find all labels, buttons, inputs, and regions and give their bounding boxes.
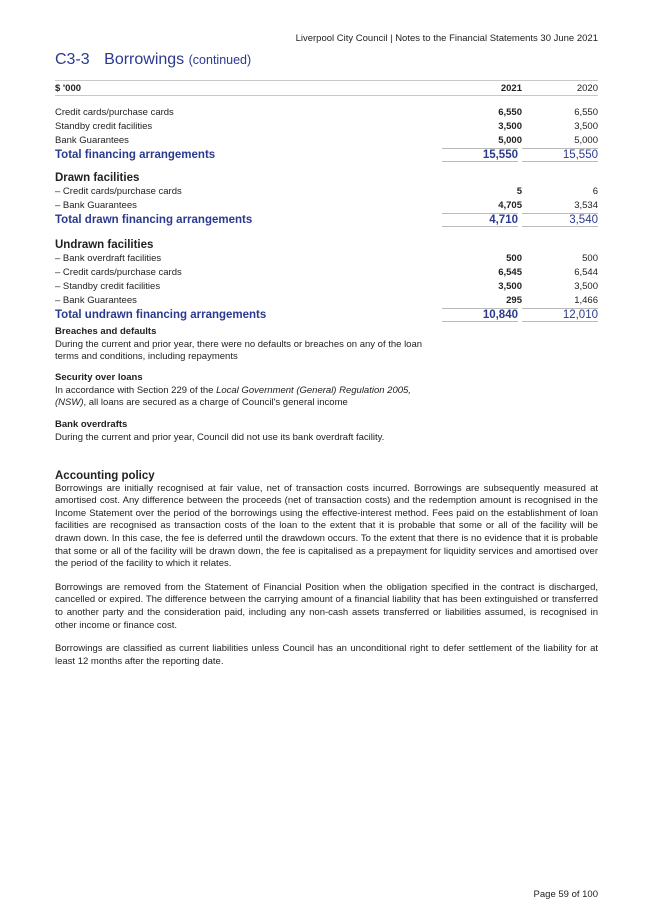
total-row-undrawn: [55, 307, 598, 322]
continued-label: (continued): [188, 53, 252, 67]
breaches-line-2: terms and conditions, including repayments: [55, 351, 238, 363]
table-row: [55, 133, 598, 147]
column-header-2020: 2020: [576, 82, 598, 94]
undrawn-heading: Undrawn facilities: [55, 239, 154, 251]
value-2020: 3,500: [574, 280, 598, 292]
table-row: [55, 119, 598, 133]
accounting-policy: [55, 470, 598, 668]
value-2020: 6,550: [574, 106, 598, 118]
security-heading: Security over loans: [55, 372, 143, 383]
value-2020: 5,000: [574, 134, 598, 146]
security-text-post: , all loans are secured as a charge of Council's general income: [83, 397, 348, 409]
table-row: [55, 184, 598, 198]
value-2020: 1,466: [574, 294, 598, 306]
value-2021: 5: [516, 185, 522, 197]
value-2021: 4,705: [498, 199, 522, 211]
regulation-jurisdiction: (NSW): [55, 397, 84, 409]
table-row: [55, 279, 598, 293]
policy-paragraph-3: Borrowings are classified as current liabilities unless Council has an unconditional right to defer settlement of the liability for at least 12 months after the reporting date.: [55, 643, 598, 667]
security-text: [55, 385, 598, 410]
total-2020: 3,540: [522, 213, 598, 227]
row-label: – Credit cards/purchase cards: [55, 266, 182, 278]
policy-paragraph-2: Borrowings are removed from the Statement of Financial Position when the obligation specified in the contract is discharged, cancelled or expired. The difference between the carrying amount of a financial liability that has been extinguished or transferred to another party and the consideration paid, including any non-cash assets transferred or liabilities assumed, is recognised in other income or finance cost.: [55, 581, 598, 631]
section-number: C3-3: [55, 51, 90, 68]
section-title: [55, 51, 251, 69]
value-2020: 3,500: [574, 120, 598, 132]
total-2021: 10,840: [442, 308, 518, 322]
total-label: Total undrawn financing arrangements: [55, 308, 267, 321]
table-header-row: [55, 80, 598, 96]
table-row: [55, 265, 598, 279]
borrowings-table: [55, 80, 598, 322]
drawn-heading: Drawn facilities: [55, 172, 140, 184]
value-2021: 6,545: [498, 266, 522, 278]
breaches-note: [55, 326, 598, 364]
breaches-heading: Breaches and defaults: [55, 326, 157, 337]
total-2021: 4,710: [442, 213, 518, 227]
value-2021: 5,000: [498, 134, 522, 146]
value-2021: 3,500: [498, 120, 522, 132]
security-note: [55, 372, 598, 410]
total-row-drawn: [55, 212, 598, 227]
value-2020: 3,534: [574, 199, 598, 211]
regulation-name: Local Government (General) Regulation 2005,: [216, 384, 411, 396]
value-2020: 6: [592, 185, 598, 197]
policy-paragraph-1: Borrowings are initially recognised at fair value, net of transaction costs incurred. Borrowings are subsequently measured at amortised cost. Any difference between the proceeds (net of transaction costs) and the redemption amount is recognised in the Income Statement over the period of the borrowings using the effective-interest method. Fees paid on the establishment of loan facilities are recognised as transaction costs of the loan to the extent that it is probable that some or all of the facility will be drawn down. In this case, the fee is deferred until the drawdown occurs. To the extent that there is no evidence that it is probable that some or all of the facility will be drawn down, the fee is capitalised as a prepayment for liquidity services and amortised over the period of the facility to which it relates.: [55, 482, 598, 570]
row-label: Bank Guarantees: [55, 134, 129, 146]
value-2021: 6,550: [498, 106, 522, 118]
total-2020: 15,550: [522, 148, 598, 162]
row-label: Credit cards/purchase cards: [55, 106, 174, 118]
row-label: – Standby credit facilities: [55, 280, 161, 292]
value-2021: 500: [506, 252, 522, 264]
total-2020: 12,010: [522, 308, 598, 322]
section-name: Borrowings: [104, 51, 185, 68]
row-label: – Bank overdraft facilities: [55, 252, 162, 264]
row-label: Standby credit facilities: [55, 120, 153, 132]
page-header: Liverpool City Council | Notes to the Financial Statements 30 June 2021: [295, 33, 598, 44]
overdrafts-heading: Bank overdrafts: [55, 419, 128, 430]
row-label: – Bank Guarantees: [55, 294, 137, 306]
page-number: Page 59 of 100: [533, 889, 598, 900]
column-header-2021: 2021: [500, 82, 522, 94]
column-header-label: $ '000: [55, 82, 82, 94]
value-2020: 6,544: [574, 266, 598, 278]
overdrafts-text: During the current and prior year, Council did not use its bank overdraft facility.: [55, 431, 385, 443]
total-row-financing: [55, 147, 598, 162]
policy-heading: Accounting policy: [55, 470, 155, 482]
table-row: [55, 251, 598, 265]
table-row: [55, 105, 598, 119]
total-2021: 15,550: [442, 148, 518, 162]
overdrafts-note: [55, 419, 598, 444]
breaches-line-1: During the current and prior year, there were no defaults or breaches on any of the loan: [55, 338, 423, 350]
total-label: Total financing arrangements: [55, 148, 216, 161]
total-label: Total drawn financing arrangements: [55, 213, 253, 226]
row-label: – Bank Guarantees: [55, 199, 137, 211]
value-2021: 3,500: [498, 280, 522, 292]
security-text-pre: In accordance with Section 229 of the: [55, 384, 217, 396]
table-row: [55, 198, 598, 212]
row-label: – Credit cards/purchase cards: [55, 185, 182, 197]
value-2020: 500: [582, 252, 598, 264]
value-2021: 295: [506, 294, 522, 306]
table-row: [55, 293, 598, 307]
